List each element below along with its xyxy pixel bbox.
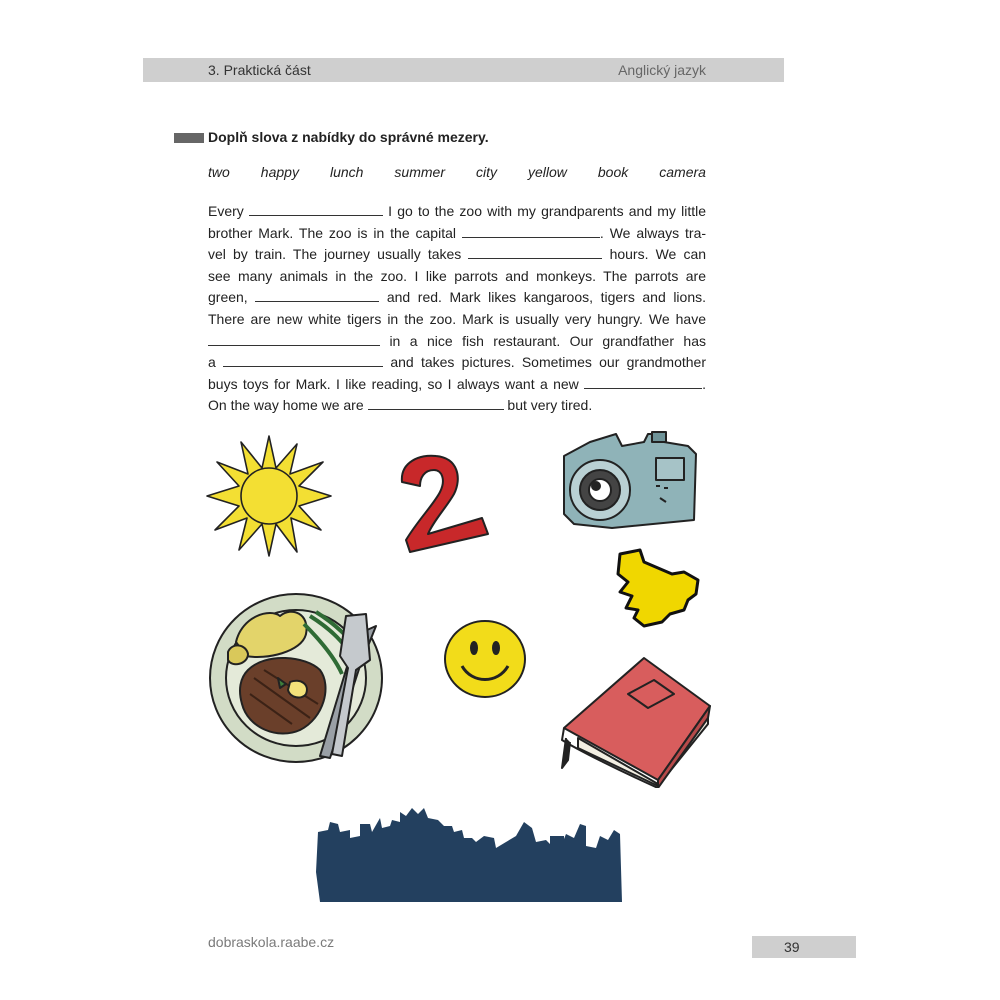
page-header [143,58,784,82]
answer-blank[interactable] [208,333,380,346]
word-bank-item: camera [659,164,706,180]
task-title: Doplň slova z nabídky do správné mezery. [208,129,489,145]
answer-blank[interactable] [255,289,379,302]
answer-blank[interactable] [462,225,600,238]
answer-blank[interactable] [223,354,383,367]
word-bank-item: book [597,164,629,180]
footer-url: dobraskola.raabe.cz [208,934,335,950]
word-bank-item: yellow [527,164,567,180]
word-bank-item: two [208,164,230,180]
task-marker [174,133,204,143]
word-bank-item: city [475,164,497,180]
number-two-icon [392,452,492,556]
gap-fill-text [208,201,706,417]
text-line: brother Mark. The zoo is in the capital . We always tra- [208,224,707,241]
answer-blank[interactable] [468,246,602,259]
page-number: 39 [784,939,800,955]
word-bank-item: lunch [329,164,364,180]
text-line: a and takes pictures. Sometimes our grandmother [208,354,707,371]
answer-blank[interactable] [249,203,383,216]
pointing-hand-icon [614,548,700,628]
lunch-plate-icon [206,586,412,776]
subject-title: Anglický jazyk [618,62,706,78]
word-bank-item: summer [394,164,445,180]
sun-icon [205,432,333,560]
smiley-icon [442,618,528,700]
word-bank-item: happy [260,164,299,180]
page-number-box [752,936,856,958]
text-line: vel by train. The journey usually takes hours. We can [208,246,707,263]
text-line: On the way home we are but very tired. [208,397,593,414]
city-skyline-icon [314,802,628,904]
answer-blank[interactable] [368,397,504,410]
text-line: green, and red. Mark likes kangaroos, tigers and lions. [208,289,707,306]
section-title: 3. Praktická část [208,62,311,78]
answer-blank[interactable] [584,376,702,389]
text-line: see many animals in the zoo. I like parrots and monkeys. The parrots are [208,267,706,284]
word-bank [208,164,706,180]
text-line: Every I go to the zoo with my grandparents and my little [208,203,706,219]
text-line: in a nice fish restaurant. Our grandfather has [208,331,706,353]
text-line: There are new white tigers in the zoo. Mark is usually very hungry. We have [208,310,706,327]
book-icon [558,654,714,788]
text-line: buys toys for Mark. I like reading, so I always want a new . [208,375,707,392]
camera-icon [556,428,702,532]
